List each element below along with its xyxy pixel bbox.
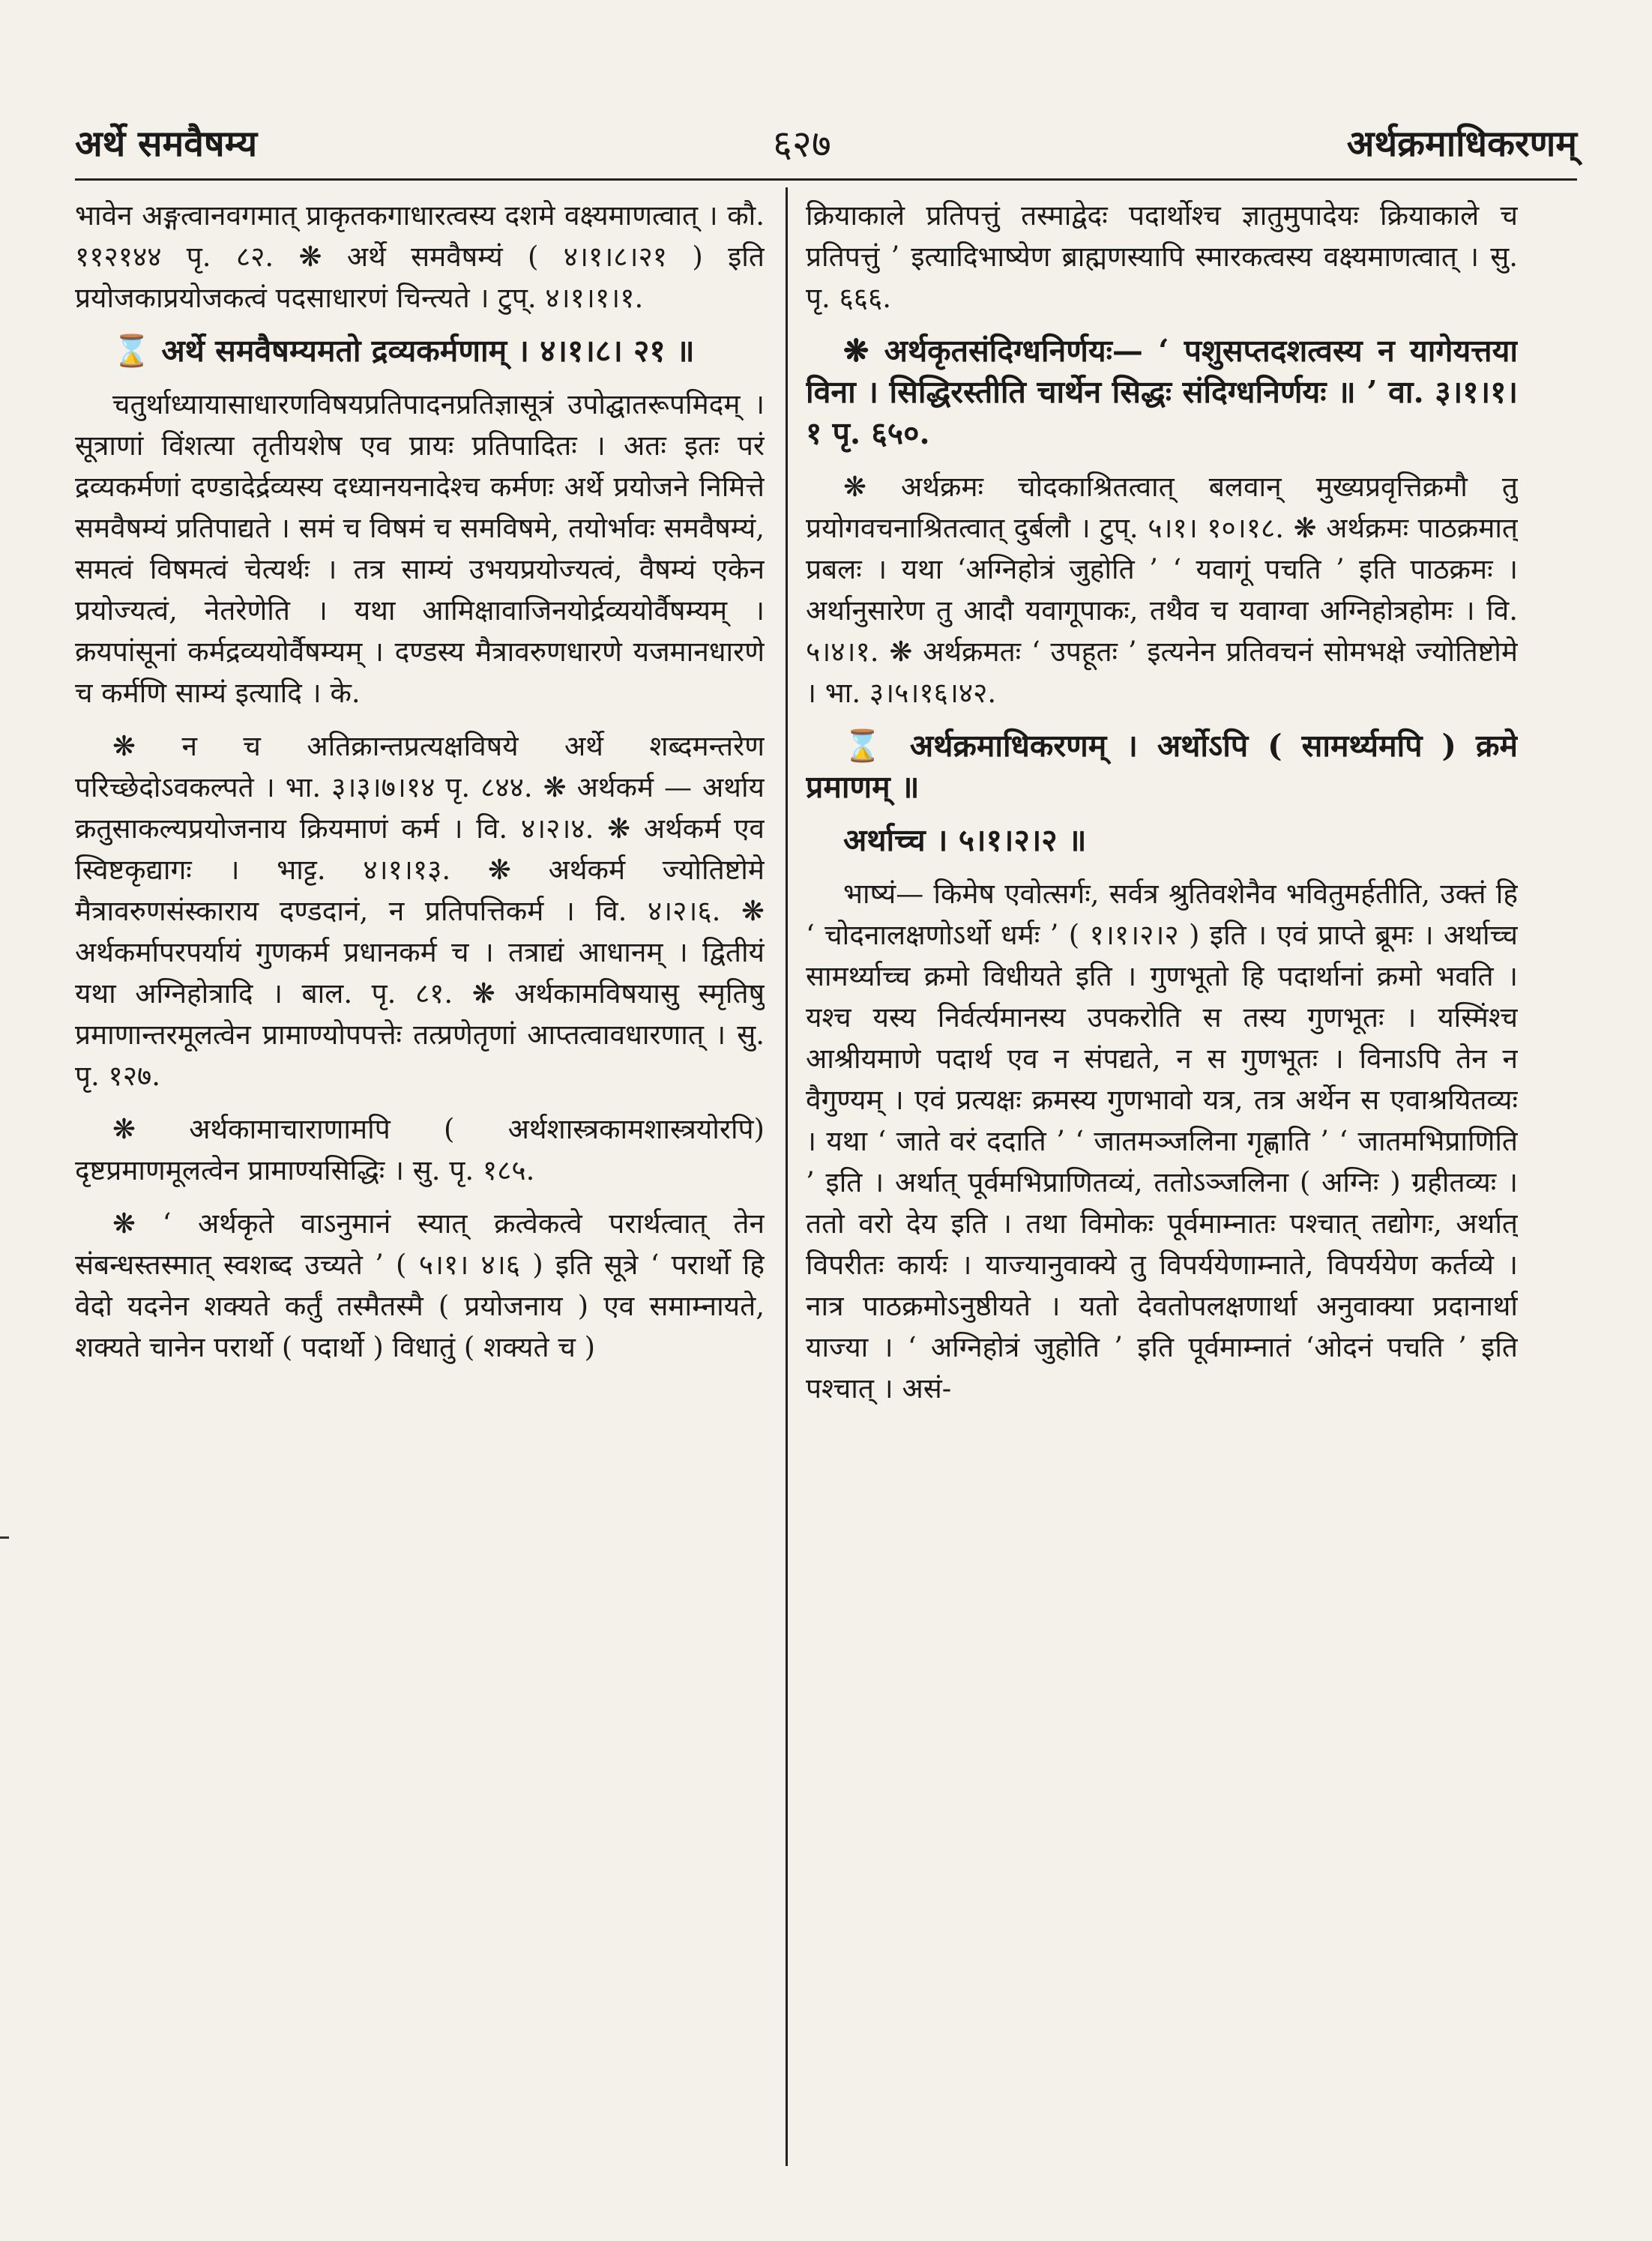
margin-mark	[0, 1536, 9, 1539]
right-adhikarana-heading: ⌛ अर्थक्रमाधिकरणम् । अर्थोऽपि ( सामर्थ्यमपि ) क्रमे प्रमाणम् ॥	[806, 728, 1518, 805]
left-paragraph-5: ❋ अर्थकामाचाराणामपि ( अर्थशास्त्रकामशास्त्रयोरपि) दृष्टप्रमाणमूलत्वेन प्रामाण्यसिद्धिः । सु. पृ. १८५.	[75, 1113, 765, 1186]
left-paragraph-3: चतुर्थाध्यायासाधारणविषयप्रतिपादनप्रतिज्ञासूत्रं उपोद्घातरूपमिदम् । सूत्राणां विंशत्या तृतीयशेष एव प्रायः प्रतिपादितः । अतः इतः परं द्रव्यकर्मणां दण्डादेर्द्रव्यस्य दध्यानयनादेश्च कर्मणः अर्थे प्रयोजने निमित्ते समवैषम्यं प्रतिपाद्यते । समं च विषमं च समविषमे, तयोर्भावः समवैषम्यं, समत्वं विषमत्वं चेत्यर्थः । तत्र साम्यं उभयप्रयोज्यत्वं, वैषम्यं एकेन प्रयोज्यत्वं, नेतरेणेति । यथा आमिक्षावाजिनयोर्द्रव्ययोर्वैषम्यम् । क्रयपांसूनां कर्मद्रव्ययोर्वैषम्यम् । दण्डस्य मैत्रावरुणधारणे यजमानधारणे च कर्मणि साम्यं इत्यादि । के.	[75, 388, 765, 709]
column-divider	[786, 187, 788, 2166]
right-entry-heading: ❋ अर्थकृतसंदिग्धनिर्णयः— ‘ पशुसप्तदशत्वस्य न यागेयत्तया विना । सिद्धिरस्तीति चार्थेन सिद्धः संदिग्धनिर्णयः ॥ ’ वा. ३।१।१।१ पृ. ६५०.	[806, 333, 1518, 451]
right-column	[806, 195, 1518, 2159]
left-paragraph-4: ❋ न च अतिक्रान्तप्रत्यक्षविषये अर्थे शब्दमन्तरेण परिच्छेदोऽवकल्पते । भा. ३।३।७।१४ पृ. ८४४. ❋ अर्थकर्म — अर्थाय क्रतुसाकल्यप्रयोजनाय क्रियमाणं कर्म । वि. ४।२।४. ❋ अर्थकर्म एव स्विष्टकृद्यागः । भाट्ट. ४।१।१३. ❋ अर्थकर्म ज्योतिष्टोमे मैत्रावरुणसंस्काराय दण्डदानं, न प्रतिपत्तिकर्म । वि. ४।२।६. ❋ अर्थकर्मापरपर्यायं गुणकर्म प्रधानकर्म च । तत्राद्यं आधानम् । द्वितीयं यथा अग्निहोत्रादि । बाल. पृ. ८१. ❋ अर्थकामविषयासु स्मृतिषु प्रमाणान्तरमूलत्वेन प्रामाण्योपपत्तेः तत्प्रणेतृणां आप्तत्वावधारणात् । सु. पृ. १२७.	[75, 730, 765, 1092]
right-paragraph-1: क्रियाकाले प्रतिपत्तुं तस्माद्वेदः पदार्थोश्च ज्ञातुमुपादेयः क्रियाकाले च प्रतिपत्तुं ’ इत्यादिभाष्येण ब्राह्मणस्यापि स्मारकत्वस्य वक्ष्यमाणत्वात् । सु. पृ. ६६६.	[806, 199, 1518, 314]
left-paragraph-1: भावेन अङ्गत्वानवगमात् प्राकृतकगाधारत्वस्य दशमे वक्ष्यमाणत्वात् । कौ. ११२१४४ पृ. ८२. ❋ अर्थे समवैषम्यं ( ४।१।८।२१ ) इति प्रयोजकाप्रयोजकत्वं पदसाधारणं चिन्त्यते । टुप्. ४।१।१।१.	[75, 199, 765, 314]
left-sutra-heading: ⌛ अर्थे समवैषम्यमतो द्रव्यकर्मणाम् । ४।१।८। २१ ॥	[112, 333, 695, 369]
running-header	[75, 112, 1577, 172]
left-column	[75, 195, 765, 2159]
header-left-keyword: अर्थे समवैषम्य	[75, 122, 258, 165]
page-number: ६२७	[772, 122, 831, 166]
left-paragraph-6: ❋ ‘ अर्थकृते वाऽनुमानं स्यात् क्रत्वेकत्वे परार्थत्वात् तेन संबन्धस्तस्मात् स्वशब्द उच्यते ’ ( ५।१। ४।६ ) इति सूत्रे ‘ परार्थो हि वेदो यदनेन शक्यते कर्तुं तस्मैतस्मै ( प्रयोजनाय ) एव समाम्नायते, शक्यते चानेन परार्थो ( पदार्थो ) विधातुं ( शक्यते च )	[75, 1207, 765, 1363]
header-right-keyword: अर्थक्रमाधिकरणम्	[1346, 122, 1577, 165]
right-sutra-heading: अर्थाच्च । ५।१।२।२ ॥	[843, 822, 1087, 858]
right-paragraph-3: ❋ अर्थक्रमः चोदकाश्रितत्वात् बलवान् मुख्यप्रवृत्तिक्रमौ तु प्रयोगवचनाश्रितत्वात् दुर्बलौ । टुप्. ५।१। १०।१८. ❋ अर्थक्रमः पाठक्रमात् प्रबलः । यथा ‘अग्निहोत्रं जुहोति ’ ‘ यवागूं पचति ’ इति पाठक्रमः । अर्थानुसारेण तु आदौ यवागूपाकः, तथैव च यवाग्वा अग्निहोत्रहोमः । वि. ५।४।१. ❋ अर्थक्रमतः ‘ उपहूतः ’ इत्यनेन प्रतिवचनं सोमभक्षे ज्योतिष्टोमे । भा. ३।५।१६।४२.	[806, 471, 1518, 709]
right-bhashya-paragraph: भाष्यं— किमेष एवोत्सर्गः, सर्वत्र श्रुतिवशेनैव भवितुमर्हतीति, उक्तं हि ‘ चोदनालक्षणोऽर्थो धर्मः ’ ( १।१।२।२ ) इति । एवं प्राप्ते ब्रूमः । अर्थाच्च सामर्थ्याच्च क्रमो विधीयते इति । गुणभूतो हि पदार्थानां क्रमो भवति । यश्च यस्य निर्वर्त्यमानस्य उपकरोति स तस्य गुणभूतः । यस्मिंश्च आश्रीयमाणे पदार्थ एव न संपद्यते, न स गुणभूतः । विनाऽपि तेन न वैगुण्यम् । एवं प्रत्यक्षः क्रमस्य गुणभावो यत्र, तत्र अर्थेन स एवाश्रयितव्यः । यथा ‘ जाते वरं ददाति ’ ‘ जातमञ्जलिना गृह्णाति ’ ‘ जातमभिप्राणिति ’ इति । अर्थात् पूर्वमभिप्राणितव्यं, ततोऽञ्जलिना ( अग्निः ) ग्रहीतव्यः । ततो वरो देय इति । तथा विमोकः पूर्वमाम्नातः पश्चात् तद्योगः, अर्थात् विपरीतः कार्यः । याज्यानुवाक्ये तु विपर्ययेणाम्नाते, विपर्ययेण कर्तव्ये । नात्र पाठक्रमोऽनुष्ठीयते । यतो देवतोपलक्षणार्था अनुवाक्या प्रदानार्था याज्या । ‘ अग्निहोत्रं जुहोति ’ इति पूर्वमाम्नातं ‘ओदनं पचति ’ इति पश्चात् । असं-	[806, 878, 1518, 1405]
header-rule	[75, 178, 1577, 181]
